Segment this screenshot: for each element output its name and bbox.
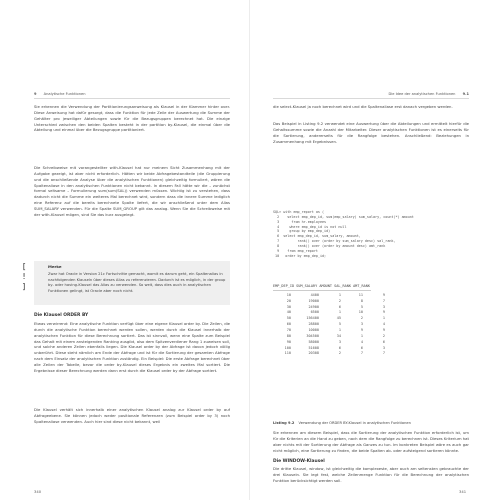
- table-cell: 50: [286, 316, 291, 321]
- code-line: SQL> with emp_report as (: [273, 210, 325, 214]
- table-cell: 11: [358, 292, 363, 297]
- code-line: 10 order by emp_dep_id;: [273, 253, 327, 258]
- running-header: [34, 92, 230, 96]
- note-text: Zwar hat Oracle in Version 21c Fortschritte gemacht, womit es darum geht, ein Spaltenalias in nachfolgenden Klauseln über dieses Alias zu referenzieren. Dadurch ist es möglich, in der group by- oder having-Klausel das Alias zu verwenden. So weit, dass dies auch in analytischen Funktionen gelingt, ist Oracle aber noch nicht.: [48, 272, 226, 293]
- table-cell: 19000: [308, 298, 319, 303]
- code-line: 2 select emp_dep_id, sum(emp_salary) sum_salary, count(*) amount: [273, 214, 414, 219]
- table-cell: 6: [360, 345, 363, 350]
- table-cell: 9: [360, 327, 363, 332]
- note-title: Merke: [48, 264, 62, 269]
- paragraph: Die Klausel verhält sich innerhalb einer analytischen Klausel analog zur Klausel order by auf Abfrageebene. Sie können jedoch weder positionale Referenzen (zum Beispiel order by 3) noch Spaltenaliase verwenden. Auch hier sind diese nicht bekannt, weil: [34, 407, 230, 424]
- result-rule: [273, 290, 371, 291]
- table-cell: 20: [286, 298, 291, 303]
- page-number: 340: [34, 490, 42, 494]
- table-cell: 1: [382, 316, 385, 321]
- page-number: 341: [459, 490, 467, 494]
- table-cell: 10: [286, 292, 291, 297]
- table-cell: 9: [382, 292, 385, 297]
- code-line: 5 group by emp_dep_id): [273, 229, 331, 234]
- table-cell: 20308: [308, 351, 319, 356]
- table-cell: 6: [338, 345, 341, 350]
- caption-label: Listing 9.2: [273, 421, 295, 425]
- chapter-number: 9: [34, 92, 37, 96]
- table-cell: 45: [336, 316, 341, 321]
- code-line: 6 select emp_dep_id, sum_salary, amount,: [273, 234, 361, 239]
- table-cell: 156400: [306, 316, 319, 321]
- table-cell: 3: [360, 322, 363, 327]
- table-cell: 1: [338, 327, 341, 332]
- section-number: 9.1: [462, 92, 469, 96]
- table-cell: 70: [286, 327, 291, 332]
- table-cell: 1: [338, 310, 341, 315]
- table-cell: 3: [338, 339, 341, 344]
- paragraph: Sie erkennen die Verwendung der Partitionierungsanweisung als Klausel in der Klammer hinter over. Diese Anweisung hat dafür gesorgt, dass die Funktion für jede Zeile der Auswertung die Summe der Gehälter pro jeweiliger Abteilungen sowie für die Bezugsgruppen berechnet hat. Die einzige Unterschied zwischen den beiden Spalten besteht in der partition by-Klausel, die einmal über die Abteilung und einmal über die Bezugsgruppe partitioniert.: [34, 104, 230, 133]
- table-cell: 4400: [310, 292, 319, 297]
- table-cell: 9: [382, 310, 385, 315]
- table-cell: 58000: [308, 339, 319, 344]
- section-title: Die Idee der analytischen Funktionen: [388, 92, 456, 96]
- result-table: [273, 292, 385, 356]
- table-cell: 7: [382, 298, 385, 303]
- table-cell: 10: [358, 310, 363, 315]
- table-cell: 28800: [308, 322, 319, 327]
- right-page: [250, 0, 500, 500]
- table-cell: 1: [338, 292, 341, 297]
- section-heading: Die Klausel ORDER BY: [34, 313, 89, 318]
- table-cell: 7: [382, 351, 385, 356]
- table-cell: 2: [382, 333, 385, 338]
- table-cell: 110: [284, 351, 291, 356]
- code-line: 3 from hr.employees: [273, 219, 327, 224]
- code-listing: [273, 210, 469, 258]
- paragraph: Das Beispiel in Listing 9.2 verwendet eine Auswertung über die Abteilungen und ermittelt hierfür die Gehaltssumme sowie die Anzahl der Mitarbeiter. Dieser analytischen Funktionen ist es einerseits für die Sortierung, andererseits für die Rangfolge bestehen. Anschließend: Beziehungen in Zusammenhang mit Ergebnissen.: [273, 121, 469, 144]
- table-cell: 1: [360, 333, 363, 338]
- chapter-title: Analytische Funktionen: [43, 92, 86, 96]
- table-cell: 304500: [306, 333, 319, 338]
- table-cell: 51608: [308, 345, 319, 350]
- table-cell: 7: [360, 351, 363, 356]
- table-cell: 3: [382, 345, 385, 350]
- table-cell: 90: [286, 339, 291, 344]
- paragraph: die select-Klausel ja noch berechnet wird und die Spaltenaliase erst danach vergeben werden.: [273, 104, 453, 109]
- paragraph: Etwas verwirrend: Eine analytische Funktion verfügt über eine eigene Klausel order by. Die Zeilen, die durch die analytische Funktion berechnet werden sollen, werden durch die Klausel innerhalb der analytischen Funktion für diese Berechnung sortiert. Das ist sinnvoll, wenn eine Spalte zum Beispiel das Gehalt mit einem ansteigenden Ranking ausgibt, also dem Spitzenverdiener Rang 1 zuweisen soll, und solche anderen Zeilen ebenfalls liegen. Die Klausel order by der Abfrage ist davon jedoch völlig unberührt. Diese steht nämlich am Ende der Abfrage und ist für die Sortierung der gesamten Abfrage nach dem Einsatz der analytischen Funktion zuständig. Ein Beispiel: Die erste Abfrage berechnet über alle Zeilen der Tabelle, bevor die order by-Klausel dieses Ergebnis ein zweites Mal sortiert. Die Ergebnisse dieser Berechnung werden dann erst durch die Klausel order by der Abfrage sortiert.: [34, 321, 230, 373]
- code-line: 8 rank() over (order by amount desc) amt_rank: [273, 243, 386, 248]
- table-cell: 6: [338, 304, 341, 309]
- listing-caption: [273, 421, 411, 425]
- result-header: EMP_DEP_ID SUM_SALARY AMOUNT SAL_RANK AMT_RANK: [273, 284, 370, 288]
- code-line: 4 where emp_dep_id is not null: [273, 224, 347, 229]
- paragraph: Sie erkennen am diesem Beispiel, dass die Sortierung der analytischen Funktion erforderlich ist, um für die Kriterien an die Hand zu geben, nach dem die Rangfolge zu berechnen ist. Dieses Kriterium hat aber nichts mit der Sortierung der Abfrage als Ganzes zu tun. Im konkreten Beispiel wäre es auch gar nicht möglich, eine Sortierung zu finden, die beide Spalten ab- oder aufsteigend sortieren könnte.: [273, 430, 469, 453]
- table-cell: 34: [336, 333, 341, 338]
- table-cell: 6500: [310, 310, 319, 315]
- code-line: 7 rank() over (order by sum_salary desc) sal_rank,: [273, 239, 396, 244]
- caption-text: Verwendung der ORDER BY-Klausel in analytischen Funktionen: [298, 421, 411, 425]
- code-line: 9 from emp_report: [273, 248, 318, 253]
- table-cell: 6: [382, 339, 385, 344]
- header-rule: [34, 98, 230, 99]
- table-cell: 4: [382, 322, 385, 327]
- table-cell: 5: [360, 304, 363, 309]
- section-heading: Die WINDOW-Klausel: [273, 459, 325, 464]
- table-cell: 2: [338, 351, 341, 356]
- table-cell: 40: [286, 310, 291, 315]
- header-rule: [273, 98, 469, 99]
- table-cell: 3: [382, 304, 385, 309]
- table-cell: 2: [360, 316, 363, 321]
- table-cell: 2: [338, 298, 341, 303]
- table-cell: 30: [286, 304, 291, 309]
- table-cell: 8: [360, 298, 363, 303]
- table-cell: 80: [286, 333, 291, 338]
- table-cell: 4: [360, 339, 363, 344]
- table-row: [273, 350, 385, 356]
- paragraph: Die dritte Klausel, window, ist gleichzeitig die komplexeste, aber auch am seltensten gebrauchte der drei Klauseln. Sie legt fest, welche Zeilenmenge Funktion für die Berechnung der analytischen Funktion berücksichtigt werden soll.: [273, 466, 469, 483]
- table-cell: 100: [284, 345, 291, 350]
- paragraph: Die Schreibweise mit vorangestellter with-Klausel hat nur meinem Sicht Zusammenhang mit der Aufgabe gezeigt, ist aber nicht erforderlich. Hätten wir beide Abfragebestandteile (die Gruppierung und die anschließende Analyse über die analytischen Funktionen) gleichzeitig formuliert, wären die Spaltenaliase in den analytischen Funktionen nicht bekannt. In diesem Fall hätte wir die – zunächst formal seltsame – Formulierung sum(sum(SAL)) verwenden müssen. Wichtig ist zu verstehen, dass dadurch nicht die Summe ein weiteres Mal berechnet wird, sondern dass die innere Summe lediglich eine Referenz auf die bereits berechnete Spalte liefert, die wir anschließend unter dem Alias SUM_SALARY verwenden. Für die Spalte SUM_GROUP gilt das analog. Wenn Sie die Schreibweise mit der with-Klausel mögen, sind Sie das kurz ausgelegt.: [34, 165, 230, 217]
- table-cell: 5: [338, 322, 341, 327]
- note-icon: [ ! ]: [21, 262, 27, 291]
- table-cell: 60: [286, 322, 291, 327]
- table-cell: 24900: [308, 304, 319, 309]
- running-header: [273, 92, 469, 96]
- table-cell: 9: [382, 327, 385, 332]
- table-cell: 10000: [308, 327, 319, 332]
